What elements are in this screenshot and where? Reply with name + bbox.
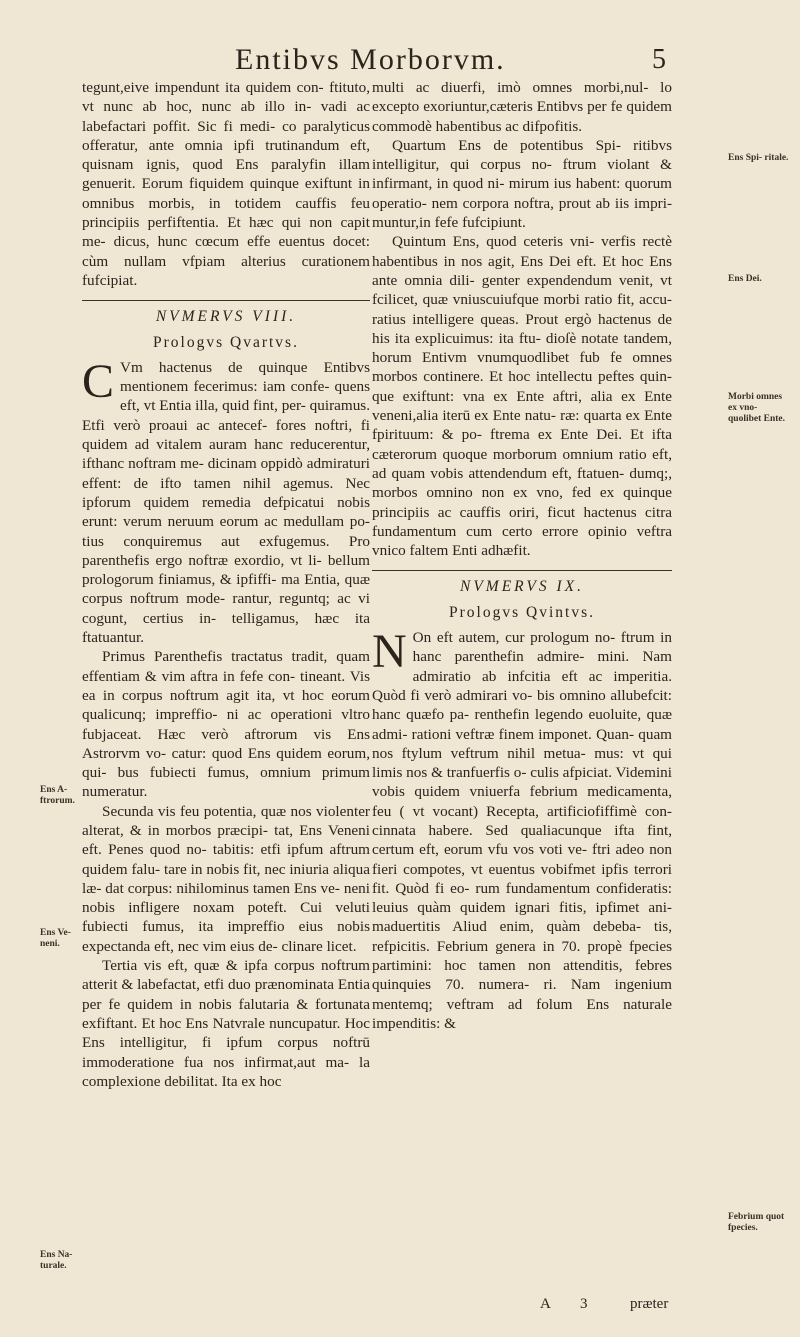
left-paragraph-5: Tertia vis eft, quæ & ipfa corpus noftrum atterit & labefactat, etfi duo prænominata Entia per fe quidem in nobis falutaria & fortunata exfiftant. Et hoc Ens Natvrale nuncupatur. Hoc Ens intelligitur, fi ipfum corpus noftrū immoderatione fua nos infirmat,aut ma- la complexione debilitat. Ita ex hoc bbox=[82, 957, 370, 1090]
right-paragraph-3: Quintum Ens, quod ceteris vni- verfis rectè habentibus in nos agit, Ens Dei eft. Et hoc Ens ante omnia dili- genter expendendum venit, vt fcilicet, quæ vniuscuiufque morbi ratio fit, accu- ratius intelligere queas. Prout ergò hactenus de his ita explicuimus: ita ftu- dioſè notate tandem, horum Entivm vnumquodlibet fub fe omnes morbos continere. Et hoc intellectu peftes quin- que exiftunt: vna ex Ente aftri, alia ex Ente veneni,alia iterū ex Ente natu- ræ: quarta ex Ente fpirituum: & po- ftrema ex Ente Dei. Et ifta cæterorum quoque morborum omnium ratio eft, ad quam vobis attendendum eft, ftatuen- dumq;, morbos omnino non ex vno, fed ex quinque principiis ac cauffis oriri, ficut hactenus citra fundamentum cum certo errore opinio veftra vnico faltem Enti adhæfit. bbox=[372, 233, 672, 560]
right-paragraph-2: Quartum Ens de potentibus Spi- ritibvs intelligitur, qui corpus no- ftrum violant & infirmant, in quod ni- mirum ius habent: quorum operatio- nem corpora noftra, prout ab iis impri- muntur,in fefe fufcipiunt. bbox=[372, 136, 672, 232]
marginal-note: Ens Spi- ritale. bbox=[728, 153, 789, 163]
left-paragraph-1: tegunt,eive impendunt ita quidem con- ftituto, vt nunc ab hoc, nunc ab illo in- vadi ac labefactari poffit. Sic fi medi- co paralyticus offeratur, ante omnia ipfi trutinandum eft, quisnam ignis, quod Ens paralyfin illam genuerit. Eorum fiquidem quinque exiftunt in omnibus morbis, in totidem cauffis feu principiis perfiftentia. Et hæc qui non capit me- dicus, hunc cœcum effe euentus docet: cùm nullam vfpiam alterius curationem fufcipiat. bbox=[82, 79, 370, 289]
marginal-note: Ens Ve- neni. bbox=[40, 928, 71, 949]
section-title: Prologvs Qvartvs. bbox=[153, 333, 299, 351]
page-footer bbox=[520, 1296, 700, 1320]
left-paragraph-2-text: Vm hactenus de quinque Entibvs mentionem fecerimus: iam confe- quens eft, vt Entia illa, quid fint, per- quiramus. Etfi verò proaui ac antecef- fores noftri, fi quidem ad vitalem auram hanc reducerentur, ifthanc noftram me- dicinam oppidò admiraturi effent: de ifto tamen nihil agemus. Nec ipforum quidem remedia defpicatui nobis erunt: verum neruum eorum ac medullam po- tius conquiremus aut exfugemus. Pro parenthefis ergo noftræ exordio, vt li- bellum prologorum finiamus, & ipfiffi- ma Entia, quæ corpus noftrum mode- rantur, reguntq; ac vi cogunt, certius in- telligamus, hæc ita ftatuantur. bbox=[82, 358, 370, 647]
marginal-note: Morbi omnes ex vno- quolibet Ente. bbox=[728, 392, 786, 424]
marginal-note: Ens Na- turale. bbox=[40, 1250, 73, 1271]
right-paragraph-4-text: On eft autem, cur prologum no- ftrum in hanc parenthefin admire- mini. Nam admiratio ab infcitia eft ac imperitia. Quòd fi verò admirari vo- bis omnino allubefcit: hanc quæfo pa- renthefin legendo euoluite, quæ admi- rationi veftræ finem imponet. Quan- quam nos ftylum veftrum nihil metua- mus: vt qui limis nos & tranfuerfis o- culis afpiciat. Videmini vobis quidem vniuerfa febrium medicamenta, feu ( vt vocant) Recepta, artificiofiffimè con- cinnata habere. Sed qualiacunque ifta fint, certum eft, eorum vfu vos voti ve- ftri adeo non fieri compotes, vt euentus vobifmet ipfis terrori fit. Quòd fi eo- rum fundamentum confideratis: leuius quàm quidem ignari fitis, ipfimet ani- maduertitis Aliud enim, quàm debeba- tis, refpicitis. Febrium genera in 70. propè fpecies partimini: hoc tamen non attenditis, febres quinquies 70. numera- ri. Nam ingenium mentemq; veftram ad folum Ens naturale impenditis: & bbox=[372, 629, 672, 1032]
left-paragraph-4: Secunda vis feu potentia, quæ nos violenter alterat, & in morbos præcipi- tat, Ens Veneni eft. Penes quod no- tabitis: etfi ipfum aftrum quidem falu- tare in nobis fit, nec iniuria aliqua læ- dat corpus: nihilominus tamen Ens ve- neni nobis infligere noxam poteft. Cui veluti fubiecti fumus, ita impreffio eius nobis expectanda eft, nec vim eius de- clinare licet. bbox=[82, 802, 370, 955]
marginal-note: Ens Dei. bbox=[728, 274, 762, 284]
page-number: 5 bbox=[652, 44, 666, 75]
section-title: Prologvs Qvintvs. bbox=[449, 603, 595, 621]
marginal-note: Ens A- ftrorum. bbox=[40, 785, 75, 806]
right-paragraph-4 bbox=[372, 625, 672, 1033]
section-rule bbox=[372, 570, 672, 571]
drop-cap: N bbox=[372, 625, 407, 679]
drop-cap: C bbox=[82, 354, 115, 408]
left-column bbox=[82, 78, 370, 1091]
page-header bbox=[0, 40, 800, 80]
section-rule bbox=[82, 300, 370, 301]
catchword: præter bbox=[630, 1296, 669, 1312]
marginal-note: Febrium quot fpecies. bbox=[728, 1212, 785, 1233]
right-paragraph-1: multi ac diuerfi, imò omnes morbi,nul- lo excepto exoriuntur,cæteris Entibvs per fe quidem commodè habentibus ac difpofitis. bbox=[372, 79, 672, 135]
signature-number: 3 bbox=[580, 1296, 588, 1312]
running-head: Entibvs Morborvm. bbox=[235, 43, 506, 76]
section-number: NVMERVS IX. bbox=[460, 578, 584, 596]
signature-mark: A bbox=[540, 1296, 551, 1312]
left-paragraph-3: Primus Parenthefis tractatus tradit, quam effentiam & vim aftra in fefe con- tineant. Vis ea in corpus noftrum agit ita, vt hoc eorum qualicunq; impreffio- ni ac operationi vltro fubjaceat. Hæc verò aftrorum vis Ens Astrorvm vo- catur: quod Ens quidem eorum, qui- bus fubiecti fumus, omnium primum numeratur. bbox=[82, 648, 370, 801]
left-paragraph-2 bbox=[82, 354, 370, 647]
section-number: NVMERVS VIII. bbox=[155, 308, 297, 326]
right-column bbox=[372, 78, 672, 1033]
